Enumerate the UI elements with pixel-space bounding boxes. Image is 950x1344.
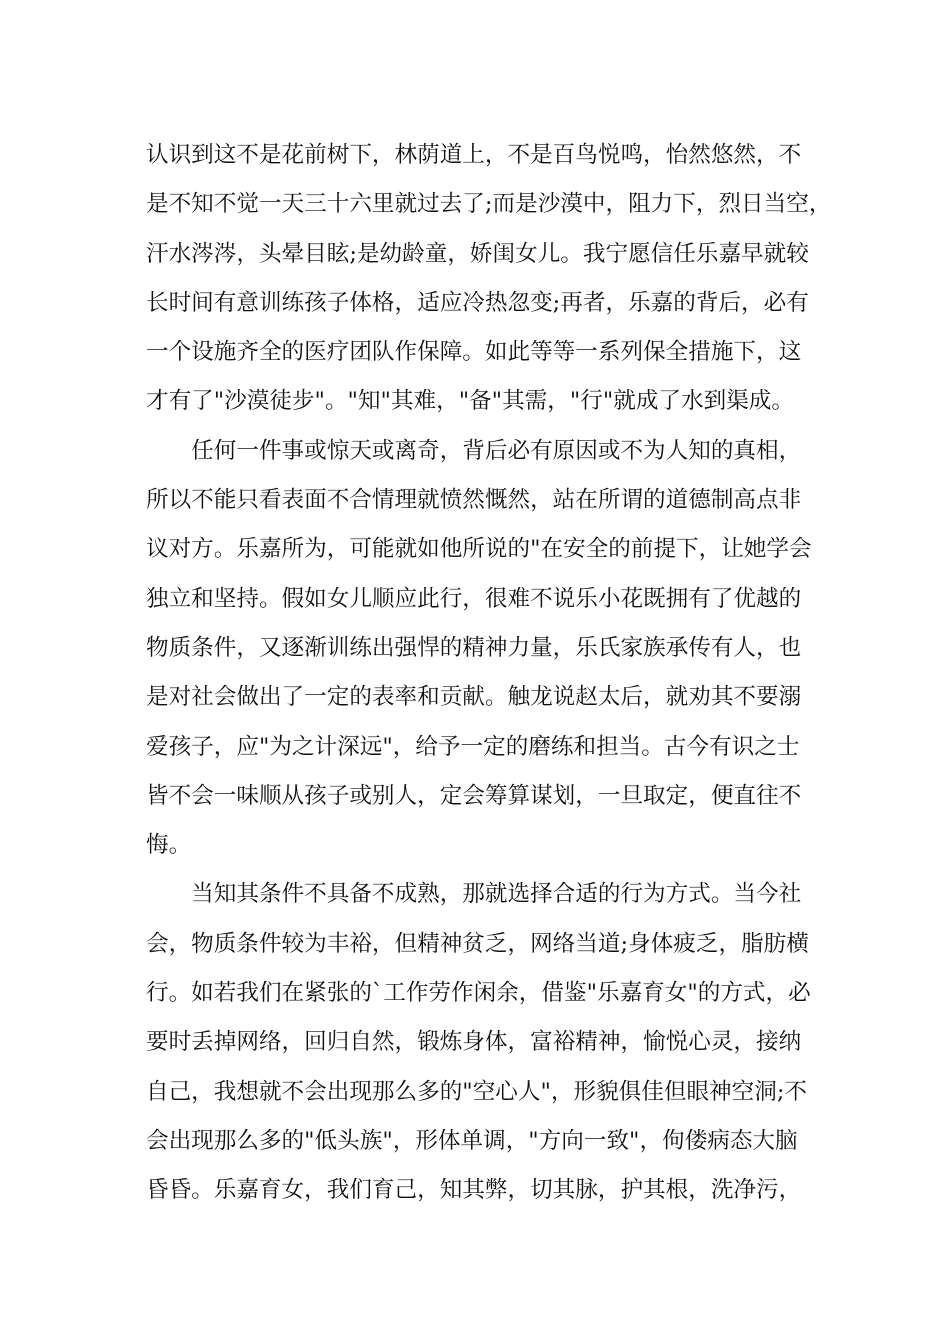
text-line: 所以不能只看表面不合情理就愤然慨然，站在所谓的道德制高点非 xyxy=(146,487,802,514)
text-line: 是不知不觉一天三十六里就过去了;而是沙漠中，阻力下，烈日当空， xyxy=(146,191,832,218)
text-line: 独立和坚持。假如女儿顺应此行，很难不说乐小花既拥有了优越的 xyxy=(146,585,802,612)
text-line: 认识到这不是花前树下，林荫道上，不是百鸟悦鸣，怡然悠然，不 xyxy=(146,142,802,168)
text-line: 长时间有意训练孩子体格，适应冷热忽变;再者，乐嘉的背后，必有 xyxy=(146,289,809,316)
text-line: 会出现那么多的"低头族"，形体单调，"方向一致"，佝偻病态大脑 xyxy=(146,1127,798,1154)
text-line: 议对方。乐嘉所为，可能就如他所说的"在安全的前提下，让她学会 xyxy=(146,536,812,563)
text-line: 当知其条件不具备不成熟，那就选择合适的行为方式。当今社 xyxy=(146,881,802,908)
text-line: 会，物质条件较为丰裕，但精神贫乏，网络当道;身体疲乏，脂肪横 xyxy=(146,930,809,957)
text-line: 自己，我想就不会出现那么多的"空心人"，形貌俱佳但眼神空洞;不 xyxy=(146,1078,808,1105)
body-text xyxy=(146,131,832,1216)
text-line: 皆不会一味顺从孩子或别人，定会筹算谋划，一旦取定，便直往不 xyxy=(146,782,802,809)
text-line: 才有了"沙漠徒步"。"知"其难，"备"其需，"行"就成了水到渠成。 xyxy=(146,388,794,415)
text-line: 汗水涔涔，头晕目眩;是幼龄童，娇闺女儿。我宁愿信任乐嘉早就较 xyxy=(146,240,809,267)
text-line: 行。如若我们在紧张的`工作劳作闲余，借鉴"乐嘉育女"的方式，必 xyxy=(146,980,811,1007)
text-line: 要时丢掉网络，回归自然，锻炼身体，富裕精神，愉悦心灵，接纳 xyxy=(146,1029,802,1056)
text-line: 一个设施齐全的医疗团队作保障。如此等等一系列保全措施下，这 xyxy=(146,339,802,366)
text-line: 爱孩子，应"为之计深远"，给予一定的磨练和担当。古今有识之士 xyxy=(146,733,800,760)
text-line: 任何一件事或惊天或离奇，背后必有原因或不为人知的真相， xyxy=(146,437,802,464)
text-line: 物质条件，又逐渐训练出强悍的精神力量，乐氏家族承传有人，也 xyxy=(146,634,802,661)
text-line: 是对社会做出了一定的表率和贡献。触龙说赵太后，就劝其不要溺 xyxy=(146,684,802,711)
text-line: 悔。 xyxy=(146,832,192,859)
text-line: 昏昏。乐嘉育女，我们育己，知其弊，切其脉，护其根，洗净污， xyxy=(146,1177,802,1204)
